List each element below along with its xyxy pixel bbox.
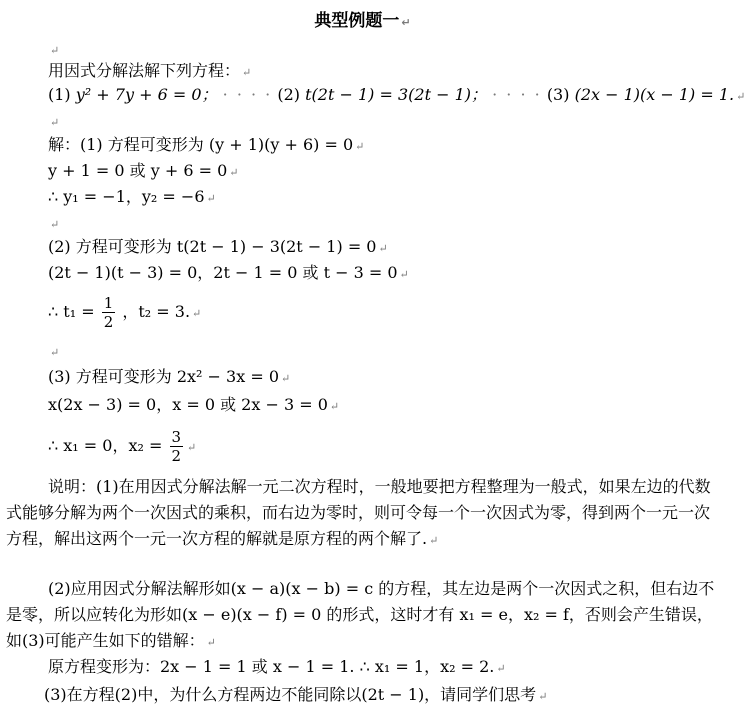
solution-1-line-3: ∴ y₁ = −1，y₂ = −6 ↵ bbox=[48, 187, 216, 206]
problem-1-equation: y² + 7y + 6 = 0； bbox=[75, 85, 218, 104]
problem-2-equation: t(2t − 1) = 3(2t − 1)； bbox=[305, 85, 488, 104]
solution-3-line-2: x(2x − 3) = 0，x = 0 或 2x − 3 = 0 ↵ bbox=[48, 395, 340, 414]
solution-2-line-1: (2) 方程可变形为 t(2t − 1) − 3(2t − 1) = 0 ↵ bbox=[48, 237, 388, 256]
note-paragraph-4: (3)在方程(2)中，为什么方程两边不能同除以(2t − 1)，请同学们思考 ↵ bbox=[44, 685, 548, 704]
fraction-one-half: $\frac{1}{2}$ bbox=[103, 294, 114, 331]
fraction-three-halves: $\frac{3}{2}$ bbox=[171, 428, 182, 465]
solution-3-line-1: (3) 方程可变形为 2x² − 3x = 0 ↵ bbox=[48, 367, 291, 386]
solution-1-line-1: 解：(1) 方程可变形为 (y + 1)(y + 6) = 0 ↵ bbox=[48, 135, 365, 154]
note-paragraph-1: 说明：(1)在用因式分解法解一元二次方程时，一般地要把方程整理为一般式，如果左边的代数式能够分解为两个一次因式的乘积，而右边为零时，则可令每一个一次因式为零，得到两个一元一次方程，解出这两个一元一次方程的解就是原方程的两个解了. ↵ bbox=[6, 477, 711, 548]
solution-2-line-3: ∴ t₁ = $\frac{1}{2}$ ，t₂ = 3. ↵ bbox=[48, 294, 202, 331]
empty-line: ↵ bbox=[50, 116, 60, 129]
note-paragraph-3: 原方程变形为：2x − 1 = 1 或 x − 1 = 1. ∴ x₁ = 1，x₂ = 2. ↵ bbox=[48, 657, 506, 676]
note-paragraph-2: (2)应用因式分解法解形如(x − a)(x − b) = c 的方程，其左边是两个一次因式之积，但右边不是零，所以应转化为形如(x − e)(x − f) = 0 的形式，这时才有 x₁ = e，x₂ = f，否则会产生错误，如(3)可能产生如下的错解： ↵ bbox=[6, 579, 715, 650]
problem-prompt: 用因式分解法解下列方程： ↵ bbox=[48, 61, 252, 80]
empty-line: ↵ bbox=[50, 218, 60, 231]
problem-2-label: (2) bbox=[277, 85, 301, 104]
solution-3-line-3: ∴ x₁ = 0，x₂ = $\frac{3}{2}$ ↵ bbox=[48, 428, 197, 465]
problem-3-equation: (2x − 1)(x − 1) = 1. bbox=[574, 85, 735, 104]
problem-3-label: (3) bbox=[546, 85, 570, 104]
empty-line: ↵ bbox=[50, 346, 60, 359]
problem-list: (1) y² + 7y + 6 = 0； · · · · (2) t(2t − 1) = 3(2t − 1)； · · · · (3) (2x − 1)(x − 1) = 1. ↵ bbox=[48, 85, 745, 104]
solution-2-line-2: (2t − 1)(t − 3) = 0，2t − 1 = 0 或 t − 3 = 0 ↵ bbox=[48, 263, 409, 282]
solution-1-line-2: y + 1 = 0 或 y + 6 = 0 ↵ bbox=[48, 161, 239, 180]
problem-1-label: (1) bbox=[48, 85, 71, 104]
page-title: 典型例题一 ↵ bbox=[314, 11, 411, 31]
empty-line: ↵ bbox=[50, 44, 60, 57]
